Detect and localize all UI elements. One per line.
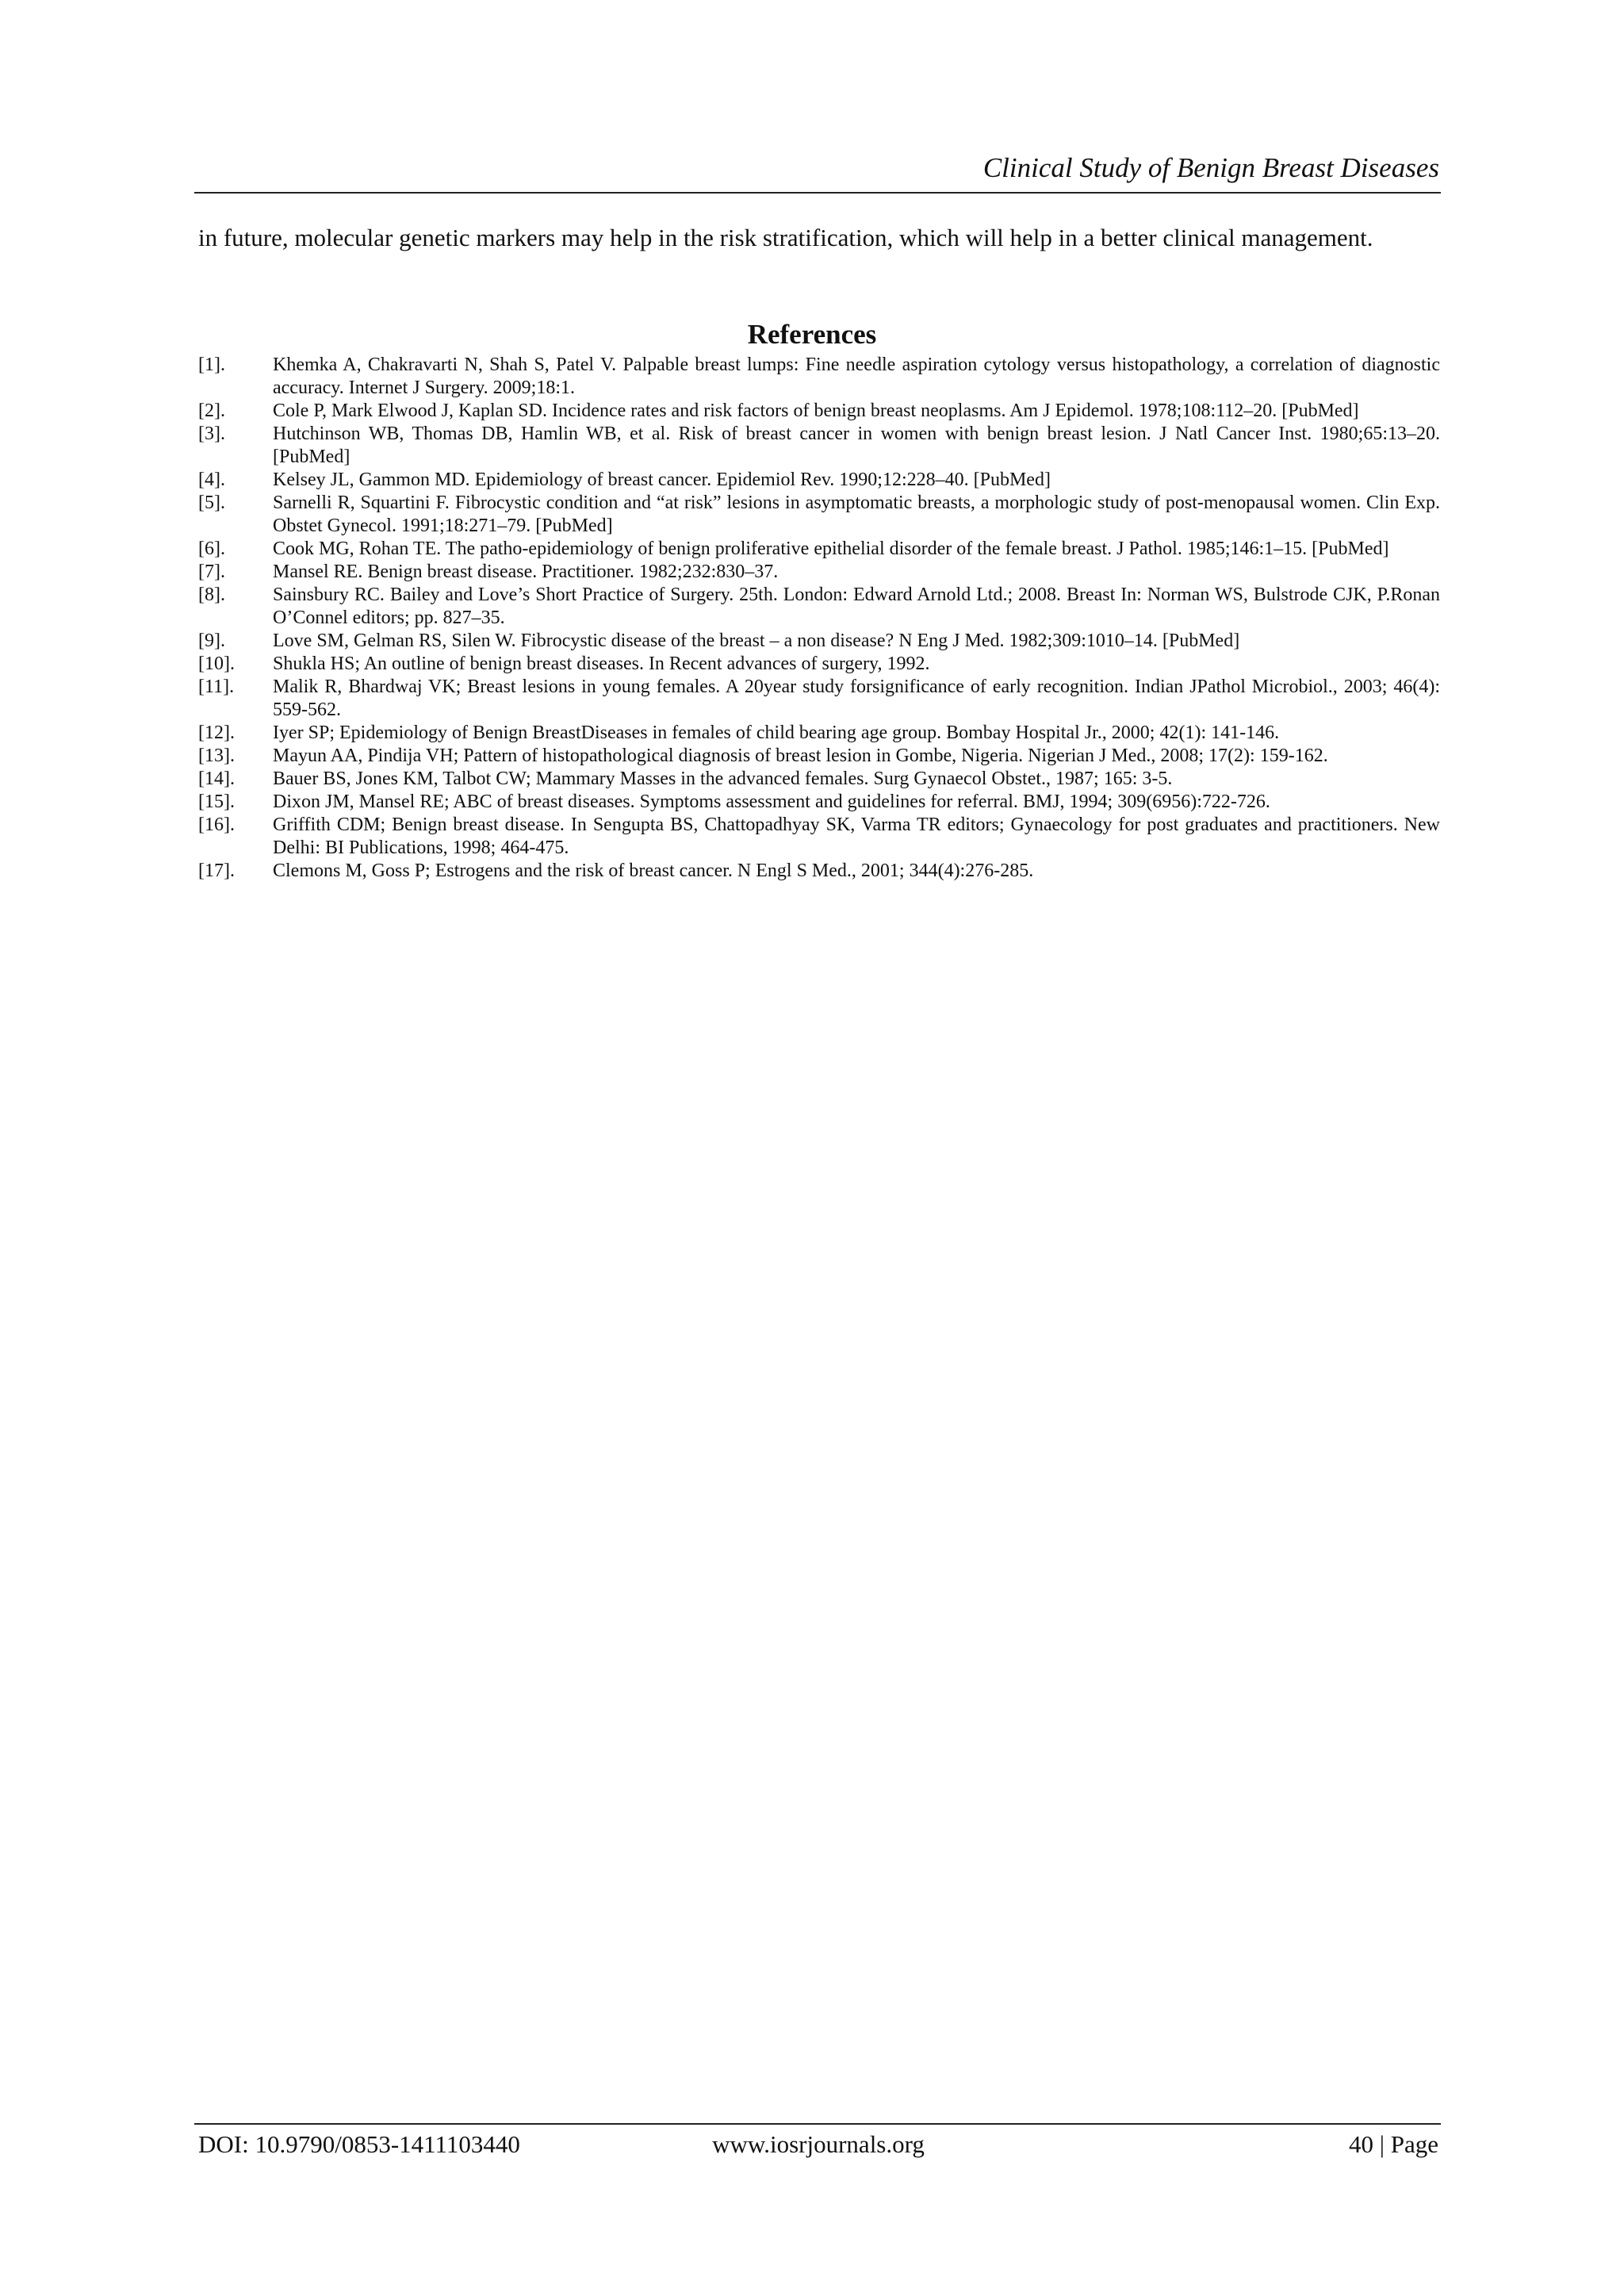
reference-number: [7]. [198, 562, 225, 582]
reference-text: Iyer SP; Epidemiology of Benign BreastDiseases in females of child bearing age group. Bombay Hospital Jr., 2000; 42(1): 141-146. [273, 723, 1280, 743]
reference-number: [5]. [198, 493, 225, 513]
reference-item [198, 492, 1440, 538]
reference-number: [12]. [198, 723, 235, 743]
footer-divider [194, 2123, 1441, 2125]
reference-item [198, 745, 1440, 768]
reference-item [198, 538, 1440, 561]
reference-item [198, 791, 1440, 814]
reference-number: [13]. [198, 746, 235, 766]
reference-number: [16]. [198, 815, 235, 835]
reference-text: Mayun AA, Pindija VH; Pattern of histopathological diagnosis of breast lesion in Gombe, Nigeria. Nigerian J Med., 2008; 17(2): 159-162. [273, 746, 1328, 766]
reference-text: Cook MG, Rohan TE. The patho-epidemiology of benign proliferative epithelial disorder of the female breast. J Pathol. 1985;146:1–15. [PubMed] [273, 539, 1389, 559]
reference-text: Kelsey JL, Gammon MD. Epidemiology of breast cancer. Epidemiol Rev. 1990;12:228–40. [PubMed] [273, 470, 1051, 490]
reference-item [198, 469, 1440, 492]
intro-paragraph: in future, molecular genetic markers may help in the risk stratification, which will help in a better clinical management. [198, 224, 1373, 251]
running-header-title: Clinical Study of Benign Breast Diseases [982, 152, 1439, 183]
header-divider [194, 192, 1441, 194]
footer-website-link[interactable]: www.iosrjournals.org [712, 2130, 925, 2158]
reference-number: [15]. [198, 792, 235, 812]
reference-number: [14]. [198, 769, 235, 789]
footer-page-number: 40 | Page [1349, 2130, 1438, 2158]
reference-item [198, 423, 1440, 469]
reference-text: Hutchinson WB, Thomas DB, Hamlin WB, et al. Risk of breast cancer in women with benign breast lesion. J Natl Cancer Inst. 1980;65:13–20. [PubMed] [273, 424, 1440, 467]
reference-text: Malik R, Bhardwaj VK; Breast lesions in young females. A 20year study forsignificance of early recognition. Indian JPathol Microbiol., 2003; 46(4): 559-562. [273, 677, 1440, 720]
reference-number: [8]. [198, 585, 225, 605]
reference-text: Love SM, Gelman RS, Silen W. Fibrocystic disease of the breast – a non disease? N Eng J Med. 1982;309:1010–14. [PubMed] [273, 631, 1240, 651]
reference-text: Cole P, Mark Elwood J, Kaplan SD. Incidence rates and risk factors of benign breast neoplasms. Am J Epidemol. 1978;108:112–20. [PubMed] [273, 401, 1359, 421]
reference-text: Bauer BS, Jones KM, Talbot CW; Mammary Masses in the advanced females. Surg Gynaecol Obstet., 1987; 165: 3-5. [273, 769, 1173, 789]
reference-number: [9]. [198, 631, 225, 651]
footer-doi: DOI: 10.9790/0853-1411103440 [198, 2130, 520, 2158]
reference-text: Sainsbury RC. Bailey and Love’s Short Practice of Surgery. 25th. London: Edward Arnold Ltd.; 2008. Breast In: Norman WS, Bulstrode CJK, P.Ronan O’Connel editors; pp. 827–35. [273, 585, 1440, 628]
reference-item [198, 768, 1440, 791]
page-footer [198, 2127, 1438, 2162]
reference-number: [3]. [198, 424, 225, 444]
reference-text: Sarnelli R, Squartini F. Fibrocystic condition and “at risk” lesions in asymptomatic breasts, a morphologic study of post-menopausal women. Clin Exp. Obstet Gynecol. 1991;18:271–79. [PubMed] [273, 493, 1440, 536]
reference-text: Khemka A, Chakravarti N, Shah S, Patel V. Palpable breast lumps: Fine needle aspiration cytology versus histopathology, a correlation of diagnostic accuracy. Internet J Surgery. 2009;18:1. [273, 355, 1440, 398]
reference-item [198, 722, 1440, 745]
reference-number: [11]. [198, 677, 235, 697]
reference-number: [4]. [198, 470, 225, 490]
reference-item [198, 354, 1440, 400]
reference-text: Mansel RE. Benign breast disease. Practitioner. 1982;232:830–37. [273, 562, 779, 582]
reference-number: [6]. [198, 539, 225, 559]
reference-number: [17]. [198, 861, 235, 881]
reference-item [198, 584, 1440, 630]
reference-item [198, 561, 1440, 584]
reference-item [198, 676, 1440, 722]
reference-item [198, 814, 1440, 860]
reference-text: Shukla HS; An outline of benign breast diseases. In Recent advances of surgery, 1992. [273, 654, 930, 674]
reference-list [198, 354, 1440, 883]
reference-item [198, 653, 1440, 676]
reference-number: [2]. [198, 401, 225, 421]
reference-text: Griffith CDM; Benign breast disease. In Sengupta BS, Chattopadhyay SK, Varma TR editors; Gynaecology for post graduates and practitioners. New Delhi: BI Publications, 1998; 464-475. [273, 815, 1440, 858]
reference-text: Dixon JM, Mansel RE; ABC of breast diseases. Symptoms assessment and guidelines for referral. BMJ, 1994; 309(6956):722-726. [273, 792, 1270, 812]
reference-item [198, 630, 1440, 653]
reference-item [198, 400, 1440, 423]
references-heading: References [747, 319, 877, 350]
reference-number: [1]. [198, 355, 225, 375]
reference-text: Clemons M, Goss P; Estrogens and the risk of breast cancer. N Engl S Med., 2001; 344(4):276-285. [273, 861, 1034, 881]
reference-number: [10]. [198, 654, 235, 674]
reference-item [198, 860, 1440, 883]
